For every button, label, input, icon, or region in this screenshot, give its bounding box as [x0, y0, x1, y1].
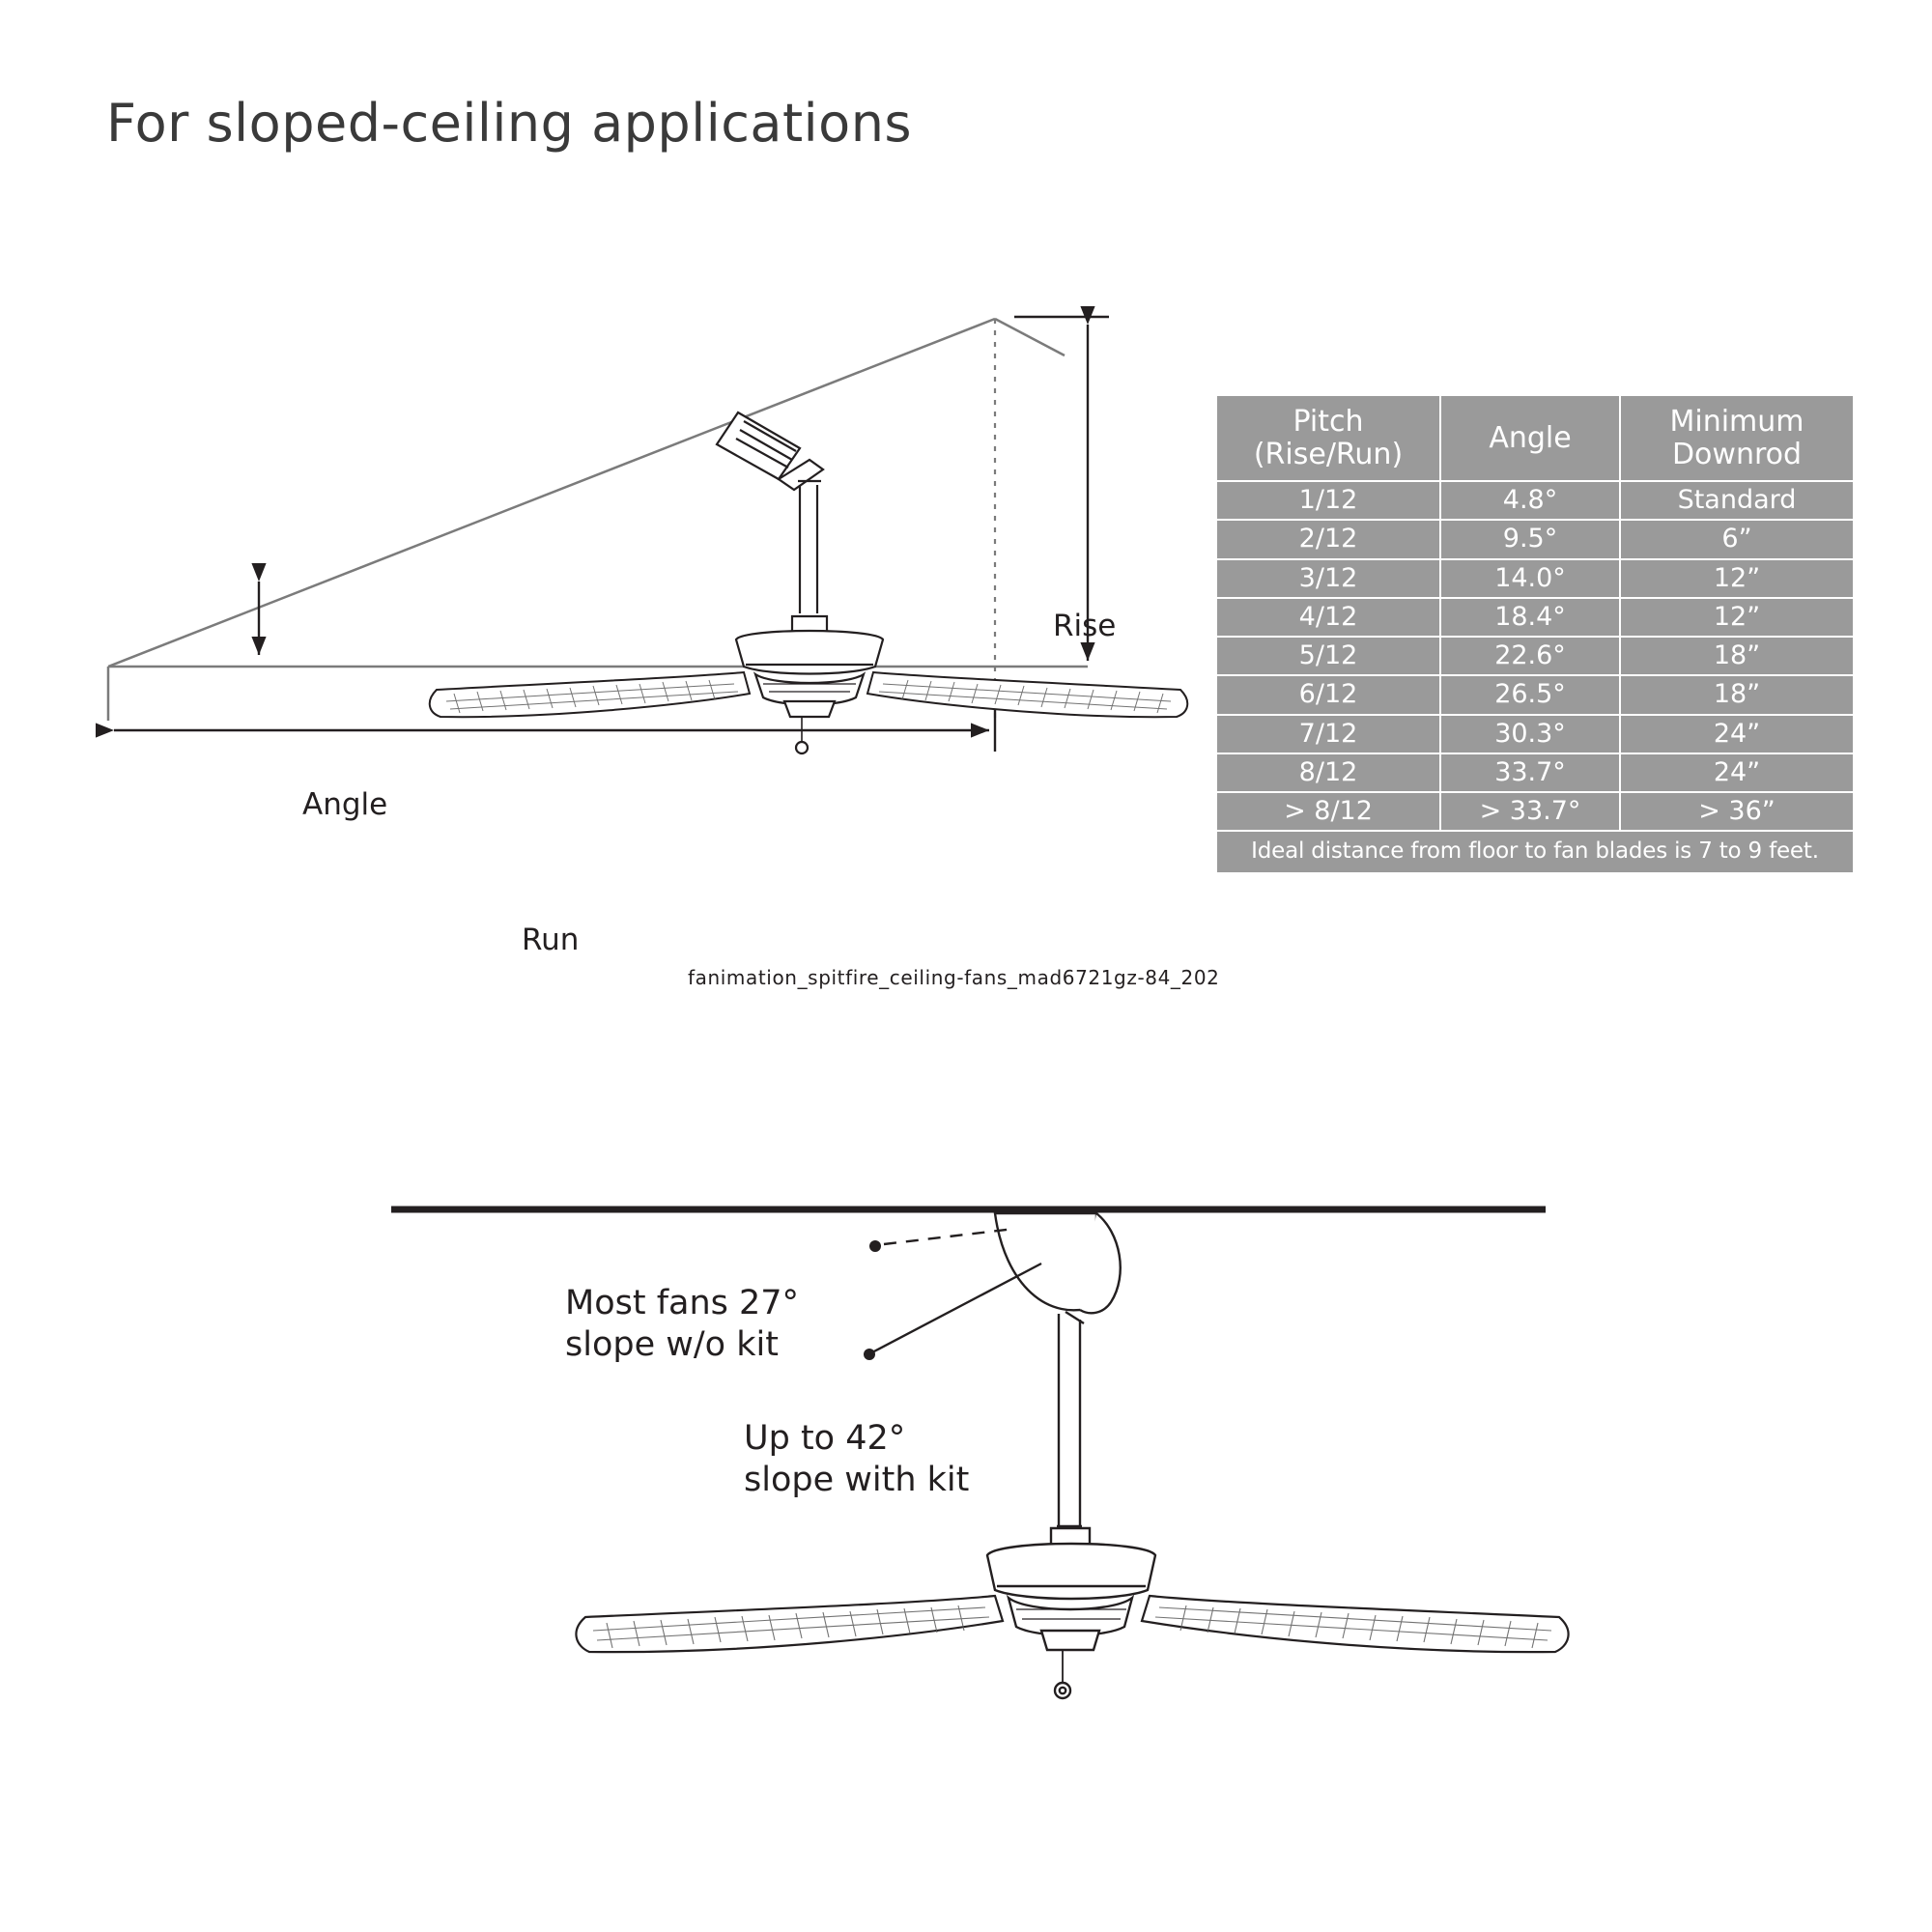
- rise-label: Rise: [1053, 609, 1117, 643]
- page-title: For sloped-ceiling applications: [106, 93, 913, 154]
- cell-downrod: 24”: [1620, 715, 1854, 753]
- cell-pitch: 8/12: [1216, 753, 1440, 792]
- pitch-angle-downrod-table: [1215, 394, 1855, 874]
- figure-caption: fanimation_spitfire_ceiling-fans_mad6721gz-84_202: [688, 966, 1220, 989]
- cell-pitch: 5/12: [1216, 637, 1440, 675]
- cell-downrod: 6”: [1620, 520, 1854, 558]
- table-note: Ideal distance from floor to fan blades is 7 to 9 feet.: [1216, 831, 1854, 873]
- cell-downrod: 12”: [1620, 559, 1854, 598]
- cell-angle: 33.7°: [1440, 753, 1620, 792]
- table-row: [1216, 520, 1854, 558]
- table-row: [1216, 559, 1854, 598]
- table-row: [1216, 792, 1854, 831]
- table-row: [1216, 481, 1854, 520]
- label-up-to-42: [744, 1418, 969, 1500]
- cell-pitch: > 8/12: [1216, 792, 1440, 831]
- cell-pitch: 6/12: [1216, 675, 1440, 714]
- cell-angle: 14.0°: [1440, 559, 1620, 598]
- cell-angle: 22.6°: [1440, 637, 1620, 675]
- angle-label: Angle: [302, 787, 388, 822]
- header-pitch-line2: (Rise/Run): [1253, 437, 1404, 471]
- cell-pitch: 3/12: [1216, 559, 1440, 598]
- header-pitch: [1216, 395, 1440, 481]
- cell-pitch: 2/12: [1216, 520, 1440, 558]
- cell-angle: 26.5°: [1440, 675, 1620, 714]
- cell-downrod: 18”: [1620, 675, 1854, 714]
- header-downrod-line2: Downrod: [1671, 437, 1803, 471]
- run-label: Run: [522, 923, 580, 957]
- header-pitch-line1: Pitch: [1293, 405, 1364, 439]
- table-row: [1216, 675, 1854, 714]
- slope-kit-diagram: [0, 1140, 1932, 1932]
- cell-angle: > 33.7°: [1440, 792, 1620, 831]
- label-up-to-42-line1: Up to 42°: [744, 1419, 906, 1458]
- cell-downrod: Standard: [1620, 481, 1854, 520]
- cell-downrod: 12”: [1620, 598, 1854, 637]
- cell-pitch: 4/12: [1216, 598, 1440, 637]
- table-row: [1216, 753, 1854, 792]
- cell-angle: 4.8°: [1440, 481, 1620, 520]
- label-most-fans-line1: Most fans 27°: [565, 1284, 800, 1322]
- cell-angle: 30.3°: [1440, 715, 1620, 753]
- table-note-row: [1216, 831, 1854, 873]
- cell-pitch: 1/12: [1216, 481, 1440, 520]
- header-angle: Angle: [1440, 395, 1620, 481]
- label-most-fans: [565, 1283, 799, 1365]
- table-row: [1216, 637, 1854, 675]
- table-row: [1216, 715, 1854, 753]
- header-downrod-line1: Minimum: [1669, 405, 1804, 439]
- cell-pitch: 7/12: [1216, 715, 1440, 753]
- table-row: [1216, 598, 1854, 637]
- cell-downrod: 18”: [1620, 637, 1854, 675]
- label-up-to-42-line2: slope with kit: [744, 1460, 970, 1499]
- cell-angle: 18.4°: [1440, 598, 1620, 637]
- cell-downrod: 24”: [1620, 753, 1854, 792]
- cell-downrod: > 36”: [1620, 792, 1854, 831]
- cell-angle: 9.5°: [1440, 520, 1620, 558]
- sloped-ceiling-diagram: [0, 280, 1208, 995]
- label-most-fans-line2: slope w/o kit: [565, 1324, 779, 1364]
- header-downrod: [1620, 395, 1854, 481]
- table-header-row: [1216, 395, 1854, 481]
